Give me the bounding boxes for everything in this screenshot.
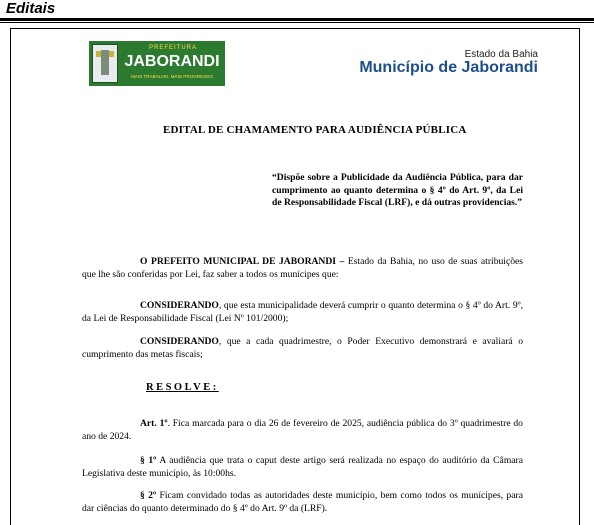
intro-lead: O PREFEITO MUNICIPAL DE JABORANDI – [140,256,345,267]
considerando-2 [82,336,523,361]
section-header [0,0,594,18]
logo-slogan: MAIS TRABALHO, MAIS PROGRESSO [131,74,213,79]
paragraph-1-text: A audiência que trata o caput deste artigo será realizada no espaço do auditório da Câmara Legislativa deste município, às 10:00hs. [82,455,523,479]
state-label: Estado da Bahia [464,49,538,60]
municipality-label: Município de Jaborandi [359,59,538,76]
intro-paragraph [82,256,523,281]
article-1-text: . Fica marcada para o dia 26 de fevereiro de 2025, audiência pública do 3º quadrimestre do ano de 2024. [82,418,523,442]
considerando-1 [82,300,523,325]
epigraph: “Dispõe sobre a Publicidade da Audiência Pública, para dar cumprimento ao quanto determina o § 4º do Art. 9º, da Lei de Responsabilidade Fiscal (LRF), e dá outras providencias.” [272,172,523,208]
considerando-1-text: , que esta municipalidade deverá cumprir o quanto determina o § 4º do Art. 9º, da Lei de Responsabilidade Fiscal (Lei Nº 101/2000); [82,300,523,324]
paragraph-2-lead: § 2º [140,490,157,501]
considerando-1-lead: CONSIDERANDO [140,300,219,311]
considerando-2-lead: CONSIDERANDO [140,336,219,347]
document-title: EDITAL DE CHAMAMENTO PARA AUDIÊNCIA PÚBLICA [163,124,467,136]
header-rule-thick [0,18,594,21]
prefeitura-logo [89,41,225,86]
article-1 [82,418,523,443]
section-title: Editais [6,0,56,17]
article-1-lead: Art. 1º [140,418,168,429]
resolve-heading: RESOLVE: [146,382,219,393]
paragraph-1-lead: § 1º [140,455,157,466]
logo-name: JABORANDI [124,53,220,70]
paragraph-2-text: Ficam convidado todas as autoridades deste município, bem como todos os munícipes, para dar ciências do quanto determinado do § 4º do Art. 9º da (LRF). [82,490,523,514]
header-rule-thin [0,22,594,23]
municipal-seal-icon [92,44,118,83]
considerando-2-text: , que a cada quadrimestre, o Poder Executivo demonstrará e avaliará o cumprimento das metas fiscais; [82,336,523,360]
logo-prefix: PREFEITURA [148,45,197,51]
paragraph-1 [82,455,523,480]
paragraph-2 [82,490,523,515]
intro-text: Estado da Bahia, no uso de suas atribuições que lhe são conferidas por Lei, faz saber a todos os munícipes que: [82,256,523,280]
